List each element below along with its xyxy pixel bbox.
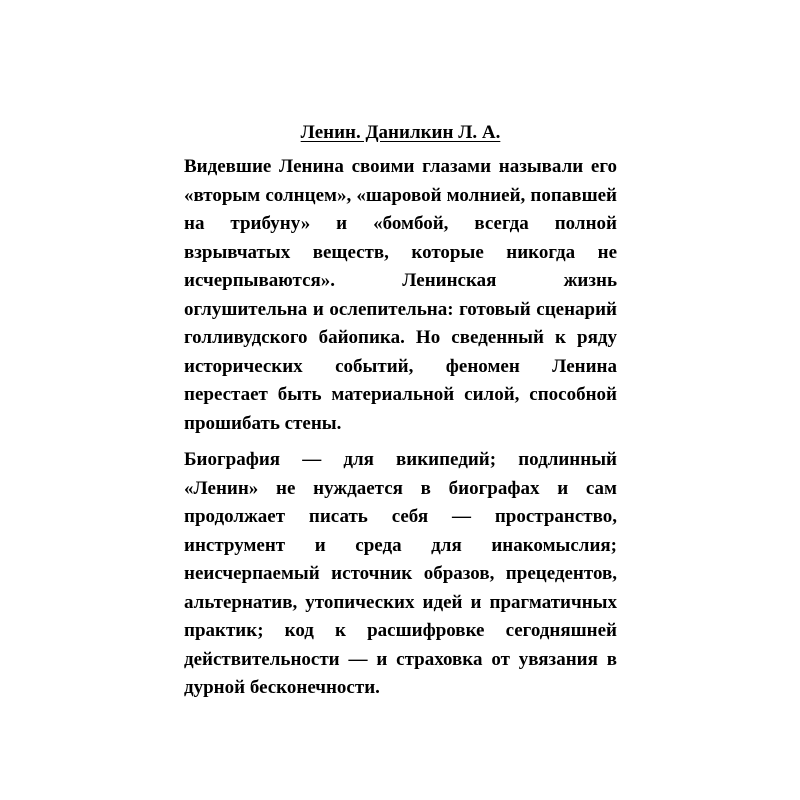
page-title: Ленин. Данилкин Л. А. [300, 122, 501, 143]
text-block [184, 119, 617, 703]
paragraph-1: Видевшие Ленина своими глазами называли его «вторым солнцем», «шаровой молнией, попавшей на трибуну» и «бомбой, всегда полной взрывчатых веществ, которые никогда не исчерпываются». Ленинская жизнь оглушительна и ослепительна: готовый сценарий голливудского байопика. Но сведенный к ряду исторических событий, феномен Ленина перестает быть материальной силой, способной прошибать стены. [184, 156, 617, 434]
paragraph-2: Биография — для википедий; подлинный «Ленин» не нуждается в биографах и сам продолжает писать себя — пространство, инструмент и среда для инакомыслия; неисчерпаемый источник образов, прецедентов, альтернатив, утопических идей и прагматичных практик; код к расшифровке сегодняшней действительности — и страховка от увязания в дурной бесконечности. [184, 449, 617, 698]
